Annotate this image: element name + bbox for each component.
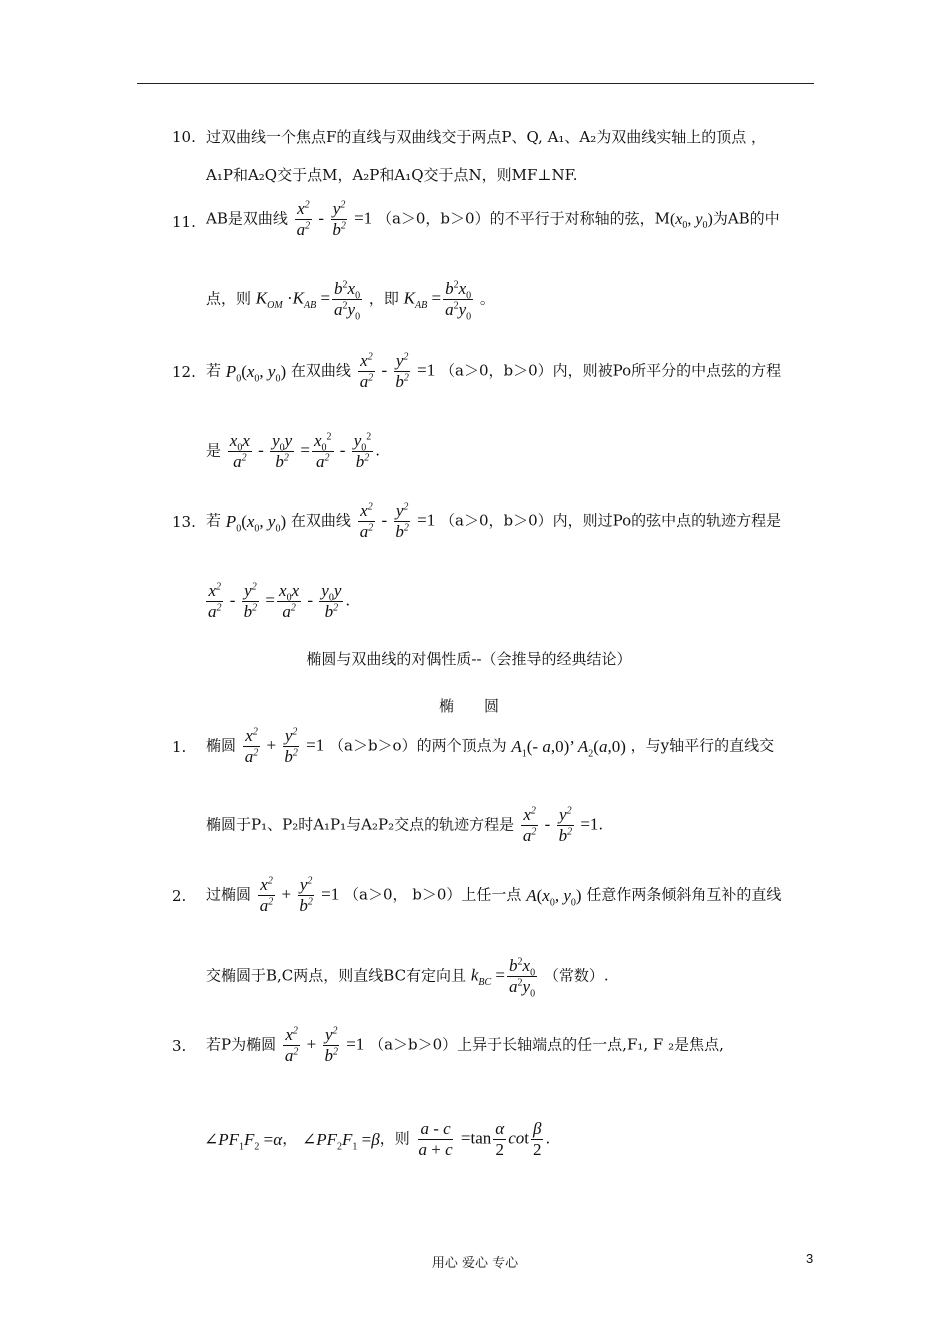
tangent-formula: $\frac{a - c}{a + c}$ =tan $\frac{\alpha}{2}$ cot $\frac{\beta}{2}$ <box>418 1119 542 1159</box>
item-number: 3. <box>172 1037 187 1055</box>
midpoint-coord: ($x_0$, $y_0$) <box>669 210 713 231</box>
midpoint-locus-equation: $\frac{x^2}{a^2}$ - $\frac{y^2}{b^2}$ = $\frac{x_0x}{a^2}$ - $\frac{y_0y}{b^2}$ <box>208 581 342 621</box>
slope-ab-formula: $K_{AB}$ = $\frac{b^2x_0}{a^2y_0}$ <box>403 279 472 323</box>
hyperbola-equation: $\frac{x^2}{a^2}$ - $\frac{y^2}{b^2}$ =1 <box>296 199 373 239</box>
ellipse-equation: $\frac{x^2}{a^2}$ + $\frac{y^2}{b^2}$ =1 <box>284 1025 365 1065</box>
ellipse-3-line-2: $\angle PF_1F_2 =\alpha$， $\angle PF_2F_1 =\beta$，则 $\frac{a - c}{a + c}$ =tan $\frac{\alpha}{2}$ cot $\frac{\beta}{2}$ . <box>204 1119 551 1159</box>
point-a: $A(x_0$, $y_0$) <box>526 885 582 908</box>
hyperbola-equation: $\frac{x^2}{a^2}$ - $\frac{y^2}{b^2}$ =1 <box>359 351 436 391</box>
item-10-line-1: 过双曲线一个焦点F的直线与双曲线交于两点P、Q, A₁、A₂为双曲线实轴上的顶点 ， <box>206 128 767 146</box>
item-number: 12. <box>172 363 196 381</box>
angle-alpha: $\angle PF_1F_2 =\alpha$ <box>204 1129 283 1152</box>
point-p0: $P_0(x_0$, $y_0$) <box>225 361 287 384</box>
section-title: 椭圆与双曲线的对偶性质--（会推导的经典结论） <box>306 650 632 668</box>
ellipse-2-line-1: 过椭圆 $\frac{x^2}{a^2}$ + $\frac{y^2}{b^2}$ =1 （a＞0， b＞0）上任一点 $A(x_0$, $y_0$) 任意作两条倾斜角互补的直线 <box>206 875 782 915</box>
item-10-line-2: A₁P和A₂Q交于点M，A₂P和A₁Q交于点N，则MF⊥NF. <box>206 166 578 184</box>
header-rule <box>137 83 814 84</box>
ellipse-1-line-2: 椭圆于P₁、P₂时A₁P₁与A₂P₂交点的轨迹方程是 $\frac{x^2}{a^2}$ - $\frac{y^2}{b^2}$ =1. <box>206 805 604 845</box>
slope-bc-formula: $k_{BC}$ = $\frac{b^2x_0}{a^2y_0}$ <box>470 956 536 1000</box>
item-13-line-1: 若 $P_0(x_0$, $y_0$) 在双曲线 $\frac{x^2}{a^2}$ - $\frac{y^2}{b^2}$ =1 （a＞0，b＞0）内，则过Po的弦中点的轨迹方程是 <box>206 501 782 541</box>
page-number: 3 <box>806 1251 814 1266</box>
item-number: 1. <box>172 738 187 756</box>
footer-text: 用心 爱心 专心 <box>431 1256 519 1271</box>
item-12-line-2: 是 $\frac{x_0x}{a^2}$ - $\frac{y_0y}{b^2}$ = $\frac{x_0^2}{a^2}$ - $\frac{y_0^2}{b^2}$ . <box>206 431 381 471</box>
item-11-line-1: AB是双曲线 $\frac{x^2}{a^2}$ - $\frac{y^2}{b^2}$ =1 （a＞0，b＞0）的不平行于对称轴的弦，$M(x_0$, $y_0$)为AB的中 <box>206 199 780 239</box>
item-number: 10. <box>172 128 196 146</box>
vertex-points: $A_1(-$ a,0)’ $A_2(a,0)$ <box>511 736 626 759</box>
subsection-title: 椭 圆 <box>438 697 499 715</box>
item-11-line-2: 点，则 $K_{OM} \cdot K_{AB}$ = $\frac{b^2x_0}{a^2y_0}$ ，即 $K_{AB}$ = $\frac{b^2x_0}{a^2y_0}$ 。 <box>206 279 495 323</box>
item-number: 11. <box>172 213 196 231</box>
ellipse-2-line-2: 交椭圆于B,C两点，则直线BC有定向且 $k_{BC}$ = $\frac{b^2x_0}{a^2y_0}$ （常数）. <box>206 956 609 1000</box>
locus-equation: $\frac{x^2}{a^2}$ - $\frac{y^2}{b^2}$ =1 <box>522 805 599 845</box>
ellipse-1-line-1: 椭圆 $\frac{x^2}{a^2}$ + $\frac{y^2}{b^2}$ =1 （a＞b＞o）的两个顶点为 $A_1(-$ a,0)’ $A_2(a,0)$ ，与y轴平行的直线交 <box>206 726 775 766</box>
slope-product-formula: $K_{OM} \cdot K_{AB}$ = $\frac{b^2x_0}{a^2y_0}$ <box>255 279 361 323</box>
ellipse-3-line-1: 若P为椭圆 $\frac{x^2}{a^2}$ + $\frac{y^2}{b^2}$ =1 （a＞b＞0）上异于长轴端点的任一点,F₁, F ₂是焦点, <box>206 1025 724 1065</box>
item-number: 13. <box>172 513 196 531</box>
item-12-line-1: 若 $P_0(x_0$, $y_0$) 在双曲线 $\frac{x^2}{a^2}$ - $\frac{y^2}{b^2}$ =1 （a＞0，b＞0）内，则被Po所平分的中点弦的方程 <box>206 351 782 391</box>
item-13-line-2: $\frac{x^2}{a^2}$ - $\frac{y^2}{b^2}$ = $\frac{x_0x}{a^2}$ - $\frac{y_0y}{b^2}$ . <box>204 582 350 621</box>
point-p0: $P_0(x_0$, $y_0$) <box>225 511 287 534</box>
midpoint-chord-equation: $\frac{x_0x}{a^2}$ - $\frac{y_0y}{b^2}$ = $\frac{x_0^2}{a^2}$ - $\frac{y_0^2}{b^2}$ <box>229 431 372 471</box>
angle-beta: $\angle PF_2F_1 =\beta$ <box>302 1129 380 1152</box>
ellipse-equation: $\frac{x^2}{a^2}$ + $\frac{y^2}{b^2}$ =1 <box>244 726 325 766</box>
hyperbola-equation: $\frac{x^2}{a^2}$ - $\frac{y^2}{b^2}$ =1 <box>359 501 436 541</box>
ellipse-equation: $\frac{x^2}{a^2}$ + $\frac{y^2}{b^2}$ =1 <box>259 875 340 915</box>
item-number: 2. <box>172 887 187 905</box>
